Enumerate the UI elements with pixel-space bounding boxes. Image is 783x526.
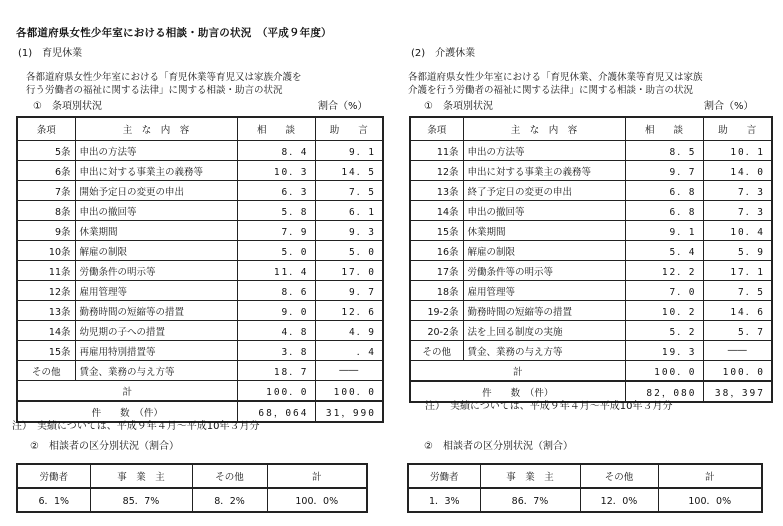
article-cell: 10条 [17,241,75,261]
table-row [410,141,772,161]
table-row [17,361,383,381]
content-cell: 申出の撤回等 [463,201,625,221]
content-cell: 雇用管理等 [463,281,625,301]
table-row [410,181,772,201]
table-row [410,241,772,261]
consult-cell: 11．4 [237,261,315,281]
dist-header-total: 計 [658,464,762,488]
content-cell: 休業期間 [75,221,237,241]
distribution-header-row [17,464,367,488]
description-line-1: 各都道府県女性少年室における「育児休業、介護休業等育児又は家族 [408,72,703,83]
consult-cell: 7．0 [625,281,703,301]
article-cell: 18条 [410,281,463,301]
consult-cell: 8．5 [625,141,703,161]
content-cell: 申出に対する事業主の義務等 [463,161,625,181]
table-row [17,181,383,201]
note-period: 注） 実績については、平成９年４月～平成10年３月分 [12,421,260,432]
distribution-value-row [17,488,367,512]
article-cell: 13条 [17,301,75,321]
section-heading-nursing-care: (2) 介護休業 [411,48,476,59]
article-cell: 6条 [17,161,75,181]
table-row [17,261,383,281]
article-cell: 15条 [17,341,75,361]
content-cell: 申出の方法等 [75,141,237,161]
article-cell: 11条 [17,261,75,281]
content-cell: 勤務時間の短縮等の措置 [75,301,237,321]
table-row [410,321,772,341]
consult-cell: 6．8 [625,201,703,221]
total-label: 計 [17,381,237,402]
consult-cell: 3．8 [237,341,315,361]
article-cell: 14条 [410,201,463,221]
content-cell: 申出に対する事業主の義務等 [75,161,237,181]
header-article: 条項 [17,117,75,141]
consult-cell: 8．4 [237,141,315,161]
header-consult: 相 談 [625,117,703,141]
article-cell: 17条 [410,261,463,281]
advice-cell: 9．3 [315,221,383,241]
table-row [410,221,772,241]
dist-value-other: 12．0% [580,488,658,512]
table-row [17,301,383,321]
article-cell: 19-2条 [410,301,463,321]
content-cell: 解雇の制限 [75,241,237,261]
advice-cell: 5．0 [315,241,383,261]
article-cell: 12条 [410,161,463,181]
total-label: 計 [410,361,625,382]
table-row [17,241,383,261]
header-advice: 助 言 [315,117,383,141]
header-advice: 助 言 [703,117,772,141]
advice-cell: 7．5 [315,181,383,201]
total-consult: 100．0 [237,381,315,402]
total-row [17,381,383,402]
consult-cell: 9．0 [237,301,315,321]
table-row [410,301,772,321]
content-cell: 幼児期の子への措置 [75,321,237,341]
table-row [17,281,383,301]
header-consult: 相 談 [237,117,315,141]
table-row [17,221,383,241]
count-row [17,401,383,422]
content-cell: 賃金、業務の与え方等 [463,341,625,361]
article-cell: 13条 [410,181,463,201]
dist-value-worker: 6．1% [17,488,90,512]
article-cell: 20-2条 [410,321,463,341]
consult-cell: 5．0 [237,241,315,261]
table-header-row [410,117,772,141]
advice-cell: 5．9 [703,241,772,261]
dist-value-total: 100．0% [267,488,367,512]
advice-cell: 14．0 [703,161,772,181]
article-cell: 5条 [17,141,75,161]
advice-cell: 4．9 [315,321,383,341]
description-line-2: 行う労働者の福祉に関する法律」に関する相談・助言の状況 [26,85,283,96]
content-cell: 申出の方法等 [463,141,625,161]
table-row [410,281,772,301]
section-heading-childcare: (1) 育児休業 [18,48,83,59]
content-cell: 開始予定日の変更の申出 [75,181,237,201]
consult-cell: 4．8 [237,321,315,341]
dist-header-other: その他 [580,464,658,488]
advice-cell: 9．1 [315,141,383,161]
consultant-distribution-table-childcare [16,463,368,513]
consult-cell: 10．2 [625,301,703,321]
consult-cell: 12．2 [625,261,703,281]
advice-cell: 5．7 [703,321,772,341]
advice-cell: ―― [315,361,383,381]
advice-cell: ．4 [315,341,383,361]
article-cell: その他 [410,341,463,361]
dist-value-employer: 85．7% [90,488,192,512]
article-table-nursing-care [409,116,773,403]
dist-value-total: 100．0% [658,488,762,512]
table-row [17,141,383,161]
count-consult: 82，080 [625,381,703,402]
consult-cell: 9．7 [625,161,703,181]
subheading-article-status: ① 条項別状況 [424,101,493,112]
advice-cell: 6．1 [315,201,383,221]
content-cell: 労働条件等の明示等 [463,261,625,281]
content-cell: 労働条件の明示等 [75,261,237,281]
dist-header-worker: 労働者 [408,464,480,488]
article-table-childcare [16,116,384,423]
article-cell: その他 [17,361,75,381]
distribution-header-row [408,464,762,488]
total-advice: 100．0 [315,381,383,402]
article-cell: 14条 [17,321,75,341]
consult-cell: 10．3 [237,161,315,181]
advice-cell: 9．7 [315,281,383,301]
table-row [17,201,383,221]
consult-cell: 7．9 [237,221,315,241]
table-row [17,321,383,341]
table-row [410,261,772,281]
consultant-distribution-table-nursing-care [407,463,763,513]
dist-header-employer: 事 業 主 [90,464,192,488]
header-content: 主 な 内 容 [75,117,237,141]
article-cell: 15条 [410,221,463,241]
advice-cell: 10．1 [703,141,772,161]
total-row [410,361,772,382]
content-cell: 休業期間 [463,221,625,241]
dist-header-other: その他 [192,464,267,488]
dist-header-employer: 事 業 主 [480,464,580,488]
advice-cell: 10．4 [703,221,772,241]
content-cell: 申出の撤回等 [75,201,237,221]
advice-cell: 7．3 [703,181,772,201]
table-row [17,161,383,181]
page-title: 各都道府県女性少年室における相談・助言の状況 （平成９年度） [16,27,332,39]
description-line-1: 各都道府県女性少年室における「育児休業等育児又は家族介護を [26,72,302,83]
count-label: 件 数 （件） [17,401,237,422]
dist-header-total: 計 [267,464,367,488]
table-row [17,341,383,361]
advice-cell: 17．1 [703,261,772,281]
table-header-row [17,117,383,141]
consult-cell: 8．6 [237,281,315,301]
consult-cell: 5．2 [625,321,703,341]
consult-cell: 5．4 [625,241,703,261]
advice-cell: 7．3 [703,201,772,221]
advice-cell: 7．5 [703,281,772,301]
article-cell: 9条 [17,221,75,241]
dist-value-other: 8．2% [192,488,267,512]
subheading-consultant-type: ② 相談者の区分別状況（割合） [424,441,573,452]
description-line-2: 介護を行う労働者の福祉に関する法律」に関する相談・助言の状況 [408,85,694,96]
content-cell: 勤務時間の短縮等の措置 [463,301,625,321]
article-cell: 11条 [410,141,463,161]
consult-cell: 19．3 [625,341,703,361]
count-row [410,381,772,402]
subheading-consultant-type: ② 相談者の区分別状況（割合） [30,441,179,452]
content-cell: 終了予定日の変更の申出 [463,181,625,201]
dist-value-employer: 86．7% [480,488,580,512]
dist-value-worker: 1．3% [408,488,480,512]
advice-cell: 14．6 [703,301,772,321]
advice-cell: 12．6 [315,301,383,321]
advice-cell: ―― [703,341,772,361]
consult-cell: 9．1 [625,221,703,241]
ratio-unit-label: 割合（%） [318,101,368,112]
content-cell: 再雇用特別措置等 [75,341,237,361]
consult-cell: 6．8 [625,181,703,201]
count-advice: 38，397 [703,381,772,402]
article-cell: 12条 [17,281,75,301]
table-row [410,201,772,221]
table-row [410,341,772,361]
subheading-article-status: ① 条項別状況 [33,101,102,112]
article-cell: 16条 [410,241,463,261]
advice-cell: 14．5 [315,161,383,181]
article-cell: 8条 [17,201,75,221]
count-label: 件 数 （件） [410,381,625,402]
header-article: 条項 [410,117,463,141]
table-row [410,161,772,181]
consult-cell: 5．8 [237,201,315,221]
total-consult: 100．0 [625,361,703,382]
count-consult: 68，064 [237,401,315,422]
count-advice: 31，990 [315,401,383,422]
distribution-value-row [408,488,762,512]
consult-cell: 6．3 [237,181,315,201]
content-cell: 雇用管理等 [75,281,237,301]
consult-cell: 18．7 [237,361,315,381]
content-cell: 法を上回る制度の実施 [463,321,625,341]
content-cell: 解雇の制限 [463,241,625,261]
content-cell: 賃金、業務の与え方等 [75,361,237,381]
article-cell: 7条 [17,181,75,201]
total-advice: 100．0 [703,361,772,382]
advice-cell: 17．0 [315,261,383,281]
header-content: 主 な 内 容 [463,117,625,141]
ratio-unit-label: 割合（%） [704,101,754,112]
dist-header-worker: 労働者 [17,464,90,488]
note-period: 注） 実績については、平成９年４月～平成10年３月分 [425,401,673,412]
